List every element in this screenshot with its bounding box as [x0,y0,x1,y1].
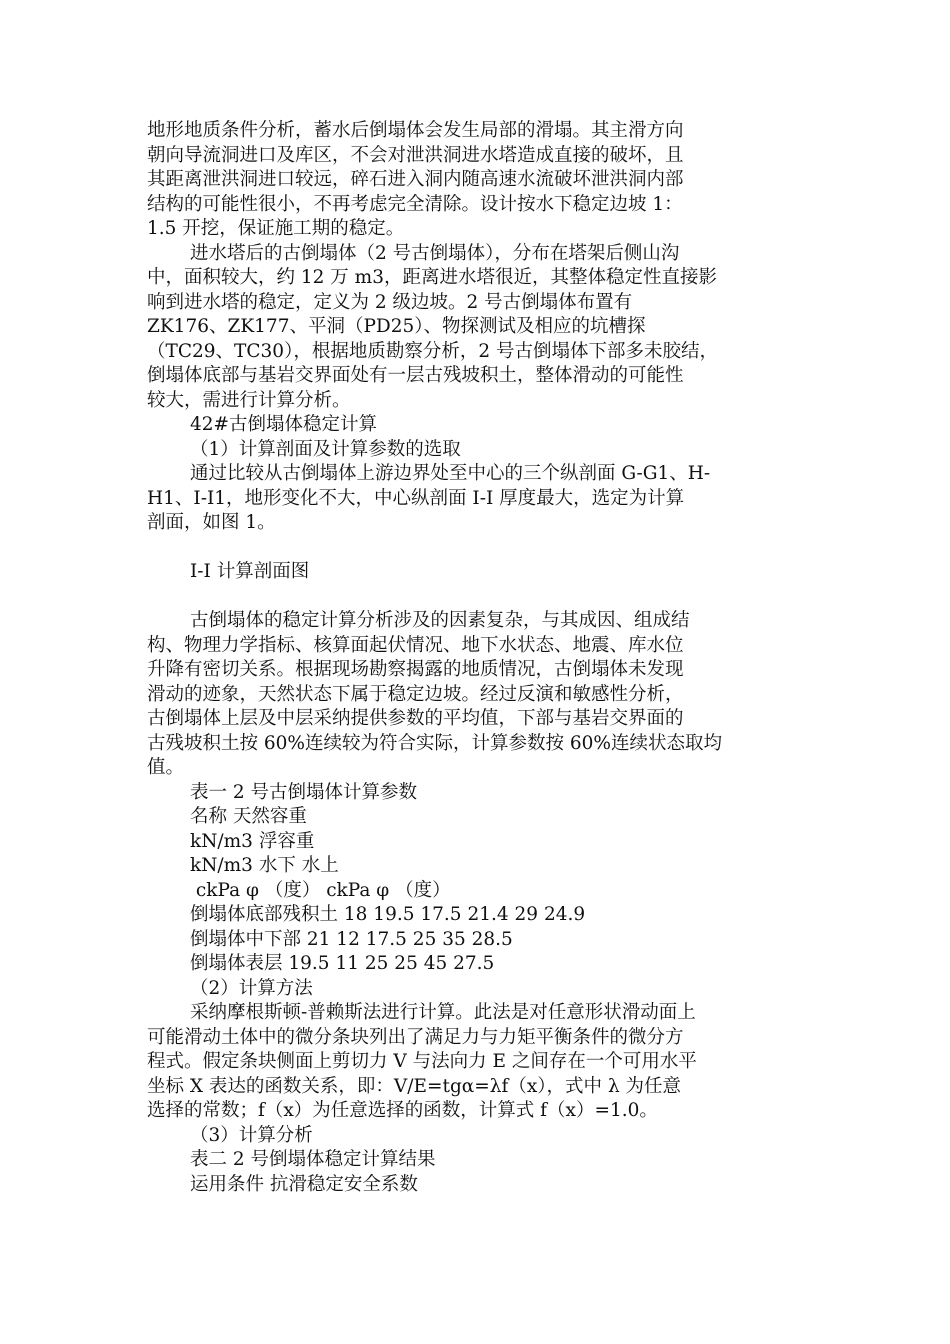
text-line: ZK176、ZK177、平洞（PD25）、物探测试及相应的坑槽探 [147,316,646,337]
text-line: 表一 2 号古倒塌体计算参数 [190,781,418,803]
text-line: 倒塌体表层 19.5 11 25 25 45 27.5 [190,953,495,974]
text-line: 其距离泄洪洞进口较远，碎石进入洞内随高速水流破坏泄洪洞内部 [147,169,684,190]
text-line: 结构的可能性很小，不再考虑完全清除。设计按水下稳定边坡 1： [147,193,683,215]
blank-line [147,536,807,561]
text-line: 可能滑动土体中的微分条块列出了满足力与力矩平衡条件的微分方 [147,1026,684,1048]
text-line: 倒塌体底部与基岩交界面处有一层古残坡积土，整体滑动的可能性 [147,365,684,386]
text-line: 倒塌体底部残积土 18 19.5 17.5 21.4 29 24.9 [190,904,586,925]
text-line: kN/m3 水下 水上 [190,855,339,876]
text-line: 剖面，如图 1。 [147,512,276,533]
text-line: 值。 [147,757,185,778]
text-line: ckPa φ （度） ckPa φ （度） [190,879,451,901]
blank-line [147,585,807,610]
text-line: （2）计算方法 [190,977,313,999]
text-line: 运用条件 抗滑稳定安全系数 [190,1173,418,1195]
text-line: 表二 2 号倒塌体稳定计算结果 [190,1149,436,1170]
text-line: 古倒塌体上层及中层采纳提供参数的平均值，下部与基岩交界面的 [147,708,684,729]
text-line: 1.5 开挖，保证施工期的稳定。 [147,218,405,239]
text-line: 程式。假定条块侧面上剪切力 V 与法向力 E 之间存在一个可用水平 [147,1051,697,1072]
text-line: 坐标 X 表达的函数关系，即：V/E=tgα=λf（x），式中 λ 为任意 [147,1075,682,1097]
text-line: 42#古倒塌体稳定计算 [190,414,378,435]
text-line: 倒塌体中下部 21 12 17.5 25 35 28.5 [190,928,513,950]
text-line: 滑动的迹象，天然状态下属于稳定边坡。经过反演和敏感性分析， [147,683,684,705]
text-line: 名称 天然容重 [190,806,307,827]
text-line: （TC29、TC30），根据地质勘察分析，2 号古倒塌体下部多未胶结， [147,340,718,362]
text-line: kN/m3 浮容重 [190,830,315,852]
text-line: 中，面积较大，约 12 万 m3，距离进水塔很近，其整体稳定性直接影 [147,267,717,288]
text-line: 响到进水塔的稳定，定义为 2 级边坡。2 号古倒塌体布置有 [147,291,633,313]
text-line: 进水塔后的古倒塌体（2 号古倒塌体），分布在塔架后侧山沟 [190,242,680,264]
text-line: 地形地质条件分析，蓄水后倒塌体会发生局部的滑塌。其主滑方向 [147,120,684,141]
text-line: 古残坡积土按 60%连续较为符合实际，计算参数按 60%连续状态取均 [147,732,723,754]
text-line: I-I 计算剖面图 [190,561,310,582]
text-line: H1、I-I1，地形变化不大，中心纵剖面 I-I 厚度最大，选定为计算 [147,487,685,509]
text-line: 选择的常数；f（x）为任意选择的函数，计算式 f（x）=1.0。 [147,1100,658,1121]
text-line: （1）计算剖面及计算参数的选取 [190,438,461,460]
text-line: （3）计算分析 [190,1124,313,1146]
text-line: 古倒塌体的稳定计算分析涉及的因素复杂，与其成因、组成结 [190,610,690,631]
text-line: 构、物理力学指标、核算面起伏情况、地下水状态、地震、库水位 [147,634,684,656]
text-line: 通过比较从古倒塌体上游边界处至中心的三个纵剖面 G-G1、H- [190,463,711,484]
text-line: 朝向导流洞进口及库区，不会对泄洪洞进水塔造成直接的破坏，且 [147,144,684,166]
text-line: 较大，需进行计算分析。 [147,389,351,411]
text-line: 升降有密切关系。根据现场勘察揭露的地质情况，古倒塌体未发现 [147,659,684,680]
text-line: 采纳摩根斯顿-普赖斯法进行计算。此法是对任意形状滑动面上 [190,1002,696,1023]
document-page [147,119,807,1197]
